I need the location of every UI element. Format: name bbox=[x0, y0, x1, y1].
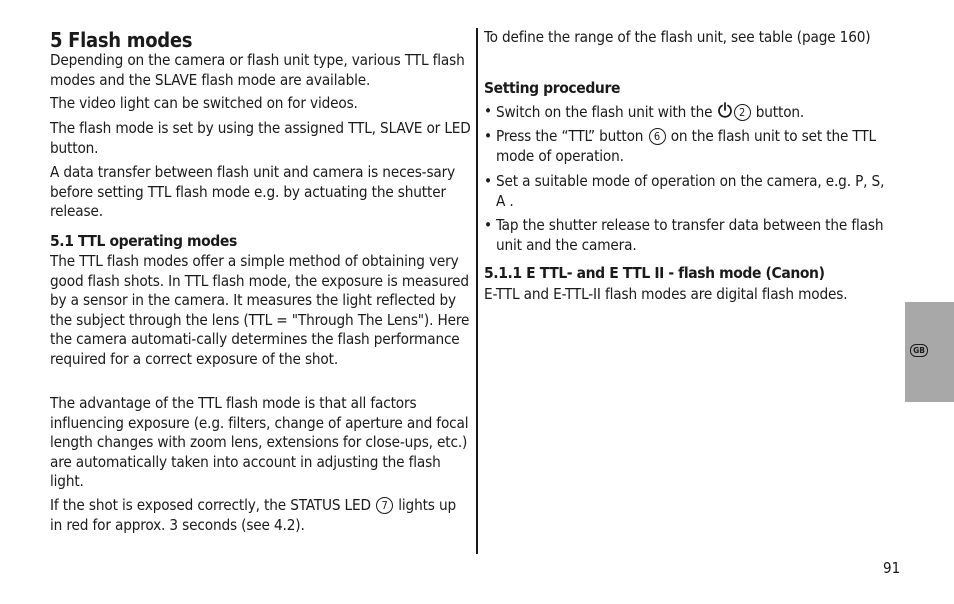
bullet-1-text-before: Switch on the flash unit with the bbox=[496, 103, 713, 121]
power-icon bbox=[717, 102, 733, 118]
power-button-number: 2 bbox=[734, 104, 751, 121]
status-led-number: 7 bbox=[376, 497, 393, 514]
transfer-paragraph: A data transfer between flash unit and camera is neces-sary before setting TTL flash mode e.g. by actuating the shutter release. bbox=[50, 163, 456, 220]
setting-procedure-heading: Setting procedure bbox=[484, 79, 620, 97]
advantage-paragraph: The advantage of the TTL flash mode is that all factors influencing exposure (e.g. filters, change of aperture and focal length changes with zoom lens, extensions for close-ups, etc.) are automatically taken into account in adjusting the flash light. bbox=[50, 394, 469, 490]
bullet-4-text: Tap the shutter release to transfer data between the flash unit and the camera. bbox=[496, 216, 884, 254]
bullet-dot: • bbox=[484, 127, 492, 145]
bullet-3-text: Set a suitable mode of operation on the camera, e.g. P, S, A . bbox=[496, 172, 885, 210]
page-title: 5 Flash modes bbox=[50, 28, 193, 52]
section-5-1-1-heading: 5.1.1 E TTL- and E TTL II - flash mode (Canon) bbox=[484, 264, 825, 282]
ttl-description-paragraph: The TTL flash modes offer a simple method of obtaining very good flash shots. In TTL flash mode, the exposure is measured by a sensor in the camera. It measures the light reflected by the subject through the lens (TTL = "Through The Lens"). Here the camera automati-cally determines the flash performance required for a correct exposure of the shot. bbox=[50, 252, 470, 368]
bullet-shutter-release bbox=[484, 216, 890, 255]
mode-set-paragraph: The flash mode is set by using the assigned TTL, SLAVE or LED button. bbox=[50, 119, 471, 157]
ttl-button-number: 6 bbox=[649, 128, 666, 145]
video-paragraph: The video light can be switched on for videos. bbox=[50, 94, 358, 112]
language-tab bbox=[905, 302, 954, 402]
intro-paragraph: Depending on the camera or flash unit type, various TTL flash modes and the SLAVE flash mode are available. bbox=[50, 51, 465, 89]
bullet-dot: • bbox=[484, 102, 492, 120]
column-divider bbox=[476, 28, 478, 554]
bullet-press-ttl bbox=[484, 127, 890, 166]
bullet-camera-mode bbox=[484, 172, 890, 211]
bullet-1-text-after: button. bbox=[755, 103, 805, 121]
bullet-2-text-after: on the flash unit to set the TTL mode of operation. bbox=[496, 127, 876, 165]
bullet-dot: • bbox=[484, 172, 492, 190]
section-5-1-heading: 5.1 TTL operating modes bbox=[50, 232, 237, 250]
bullet-switch-on bbox=[484, 102, 890, 123]
ettl-description-paragraph: E-TTL and E-TTL-II flash modes are digital flash modes. bbox=[484, 285, 848, 303]
page-number: 91 bbox=[883, 559, 901, 577]
range-paragraph: To define the range of the flash unit, see table (page 160) bbox=[484, 28, 871, 46]
gb-language-badge: GB bbox=[910, 344, 928, 357]
status-text-before: If the shot is exposed correctly, the STATUS LED bbox=[50, 496, 371, 514]
status-text-after: lights up in red for approx. 3 seconds (see 4.2). bbox=[50, 496, 456, 534]
bullet-dot: • bbox=[484, 216, 492, 234]
bullet-2-text-before: Press the “TTL” button bbox=[496, 127, 644, 145]
status-led-paragraph bbox=[50, 496, 472, 535]
